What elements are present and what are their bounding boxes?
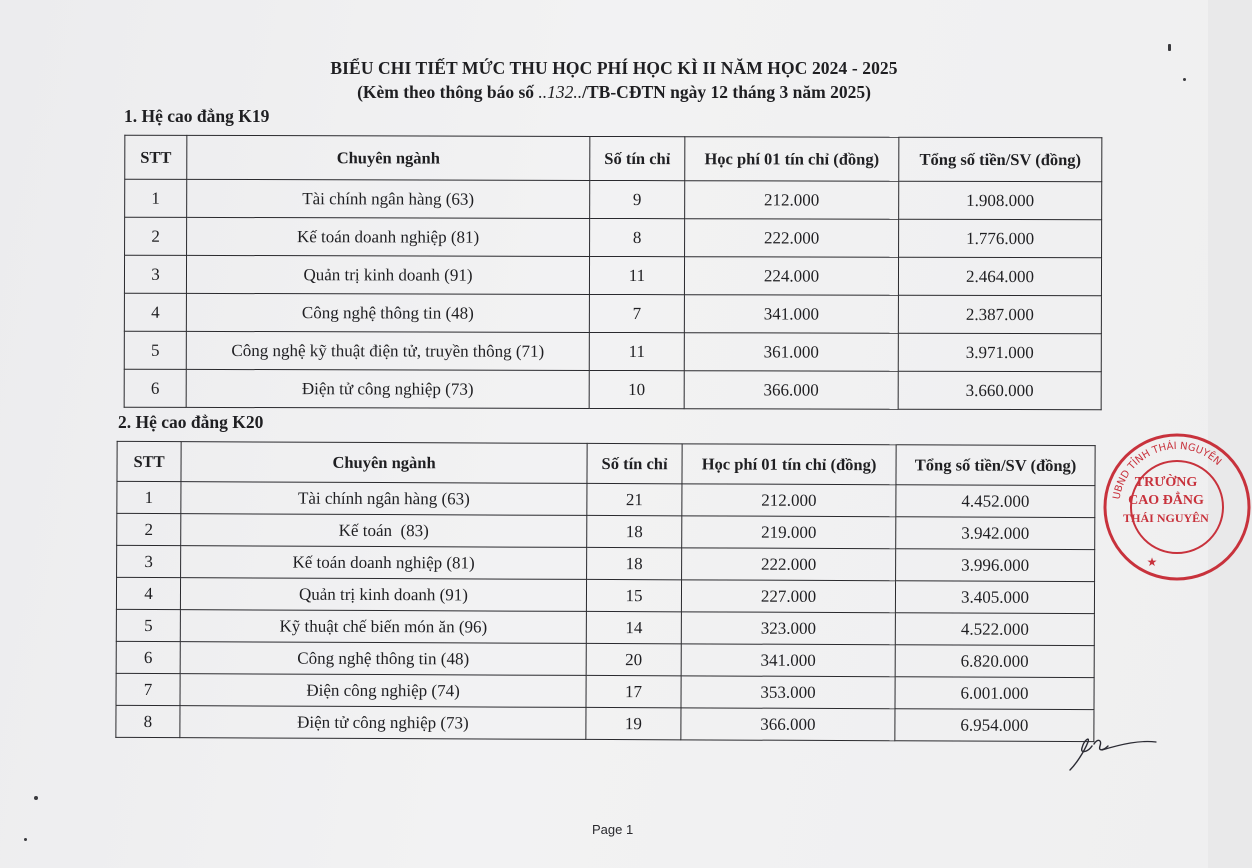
cell-fee: 341.000 (684, 295, 898, 334)
cell-fee: 366.000 (681, 708, 895, 741)
cell-major: Tài chính ngân hàng (63) (187, 179, 590, 218)
cell-stt: 2 (125, 217, 187, 255)
table-row (117, 513, 1095, 549)
cell-total: 6.001.000 (895, 677, 1094, 710)
cell-stt: 4 (116, 577, 180, 609)
seal-line-2: CAO ĐẲNG (1128, 493, 1204, 508)
cell-total: 3.405.000 (895, 581, 1094, 614)
cell-fee: 222.000 (685, 219, 899, 258)
cell-fee: 212.000 (685, 181, 899, 220)
cell-major: Công nghệ kỹ thuật điện tử, truyền thông (71) (186, 331, 589, 370)
cell-major: Quản trị kinh doanh (91) (180, 578, 586, 612)
cell-credits: 18 (587, 515, 682, 547)
cell-major: Điện tử công nghiệp (73) (180, 706, 586, 740)
cell-total: 4.452.000 (896, 485, 1095, 518)
cell-total: 3.971.000 (898, 333, 1101, 372)
cell-credits: 19 (586, 707, 681, 739)
cell-major: Công nghệ thông tin (48) (180, 642, 586, 676)
official-seal-stamp (1102, 432, 1252, 582)
cell-total: 6.820.000 (895, 645, 1094, 678)
table-row (116, 609, 1094, 645)
cell-stt: 6 (116, 641, 180, 673)
table-row (116, 673, 1094, 709)
cell-fee: 227.000 (681, 580, 895, 613)
seal-outer-text: UBND TỈNH THÁI NGUYÊN (1111, 440, 1224, 501)
cell-fee: 222.000 (682, 548, 896, 581)
cell-total: 3.942.000 (896, 517, 1095, 550)
cell-credits: 10 (589, 370, 684, 408)
seal-line-1: TRƯỜNG (1134, 475, 1198, 490)
cell-major: Quản trị kinh doanh (91) (186, 255, 589, 294)
cell-credits: 17 (586, 675, 681, 707)
cell-fee: 361.000 (684, 333, 898, 372)
table-row (116, 641, 1094, 677)
table-row (116, 705, 1094, 741)
table-header-row (125, 135, 1102, 182)
header-credits: Số tín chỉ (590, 136, 685, 180)
cell-total: 3.996.000 (896, 549, 1095, 582)
cell-major: Công nghệ thông tin (48) (186, 293, 589, 332)
scan-speck (1183, 78, 1186, 81)
cell-stt: 4 (124, 293, 186, 331)
cell-credits: 11 (589, 332, 684, 370)
cell-major: Kế toán doanh nghiệp (81) (181, 546, 587, 580)
cell-fee: 212.000 (682, 484, 896, 517)
table-row (116, 577, 1094, 613)
cell-fee: 366.000 (684, 371, 898, 410)
section1-heading: 1. Hệ cao đẳng K19 (124, 106, 270, 126)
cell-credits: 7 (589, 294, 684, 332)
cell-stt: 1 (125, 179, 187, 217)
cell-credits: 8 (590, 218, 685, 256)
document-subtitle (0, 82, 1228, 103)
cell-stt: 2 (117, 513, 181, 545)
cell-fee: 224.000 (684, 257, 898, 296)
handwritten-initials (1062, 724, 1162, 776)
cell-fee: 353.000 (681, 676, 895, 709)
cell-stt: 1 (117, 481, 181, 513)
fee-table-k19 (124, 135, 1103, 411)
cell-stt: 3 (117, 545, 181, 577)
cell-credits: 9 (590, 180, 685, 218)
table-row (124, 255, 1101, 296)
cell-stt: 3 (124, 255, 186, 293)
cell-major: Kế toán (83) (181, 514, 587, 548)
cell-stt: 6 (124, 369, 186, 407)
cell-major: Kế toán doanh nghiệp (81) (187, 217, 590, 256)
table-header-row (117, 441, 1095, 485)
table-row (124, 293, 1101, 334)
table-row (125, 217, 1102, 258)
table-row (125, 179, 1102, 220)
subtitle-prefix: (Kèm theo thông báo số (357, 82, 539, 102)
cell-total: 1.908.000 (899, 181, 1102, 220)
cell-stt: 7 (116, 673, 180, 705)
table-row (117, 481, 1095, 517)
section2-heading: 2. Hệ cao đẳng K20 (118, 412, 264, 432)
cell-total: 2.464.000 (898, 257, 1101, 296)
cell-fee: 323.000 (681, 612, 895, 645)
table-row (124, 369, 1101, 410)
header-total: Tổng số tiền/SV (đồng) (899, 137, 1102, 182)
header-major: Chuyên ngành (187, 135, 590, 180)
scan-speck (24, 838, 27, 841)
header-total: Tổng số tiền/SV (đồng) (896, 445, 1095, 486)
scan-speck (34, 796, 38, 800)
cell-stt: 5 (124, 331, 186, 369)
cell-credits: 15 (586, 579, 681, 611)
page-number: Page 1 (592, 822, 634, 837)
cell-major: Kỹ thuật chế biến món ăn (96) (180, 610, 586, 644)
fee-table-k20 (115, 441, 1095, 742)
table-row (117, 545, 1095, 581)
header-major: Chuyên ngành (181, 442, 587, 484)
cell-stt: 5 (116, 609, 180, 641)
notice-number: ..132.. (538, 82, 583, 102)
scan-speck (1168, 44, 1171, 51)
cell-stt: 8 (116, 705, 180, 737)
document-title: BIỂU CHI TIẾT MỨC THU HỌC PHÍ HỌC KÌ II NĂM HỌC 2024 - 2025 (330, 58, 898, 78)
header-stt: STT (125, 135, 187, 179)
cell-fee: 341.000 (681, 644, 895, 677)
header-stt: STT (117, 441, 181, 481)
cell-credits: 11 (589, 256, 684, 294)
cell-total: 6.954.000 (895, 709, 1094, 742)
cell-total: 1.776.000 (899, 219, 1102, 258)
header-credits: Số tín chỉ (587, 443, 682, 483)
cell-credits: 21 (587, 483, 682, 515)
cell-major: Điện công nghiệp (74) (180, 674, 586, 708)
cell-total: 2.387.000 (898, 295, 1101, 334)
seal-line-3: THÁI NGUYÊN (1123, 511, 1209, 525)
cell-fee: 219.000 (682, 516, 896, 549)
header-fee-per-credit: Học phí 01 tín chỉ (đồng) (685, 137, 899, 182)
seal-star-icon: ★ (1146, 555, 1158, 569)
cell-major: Tài chính ngân hàng (63) (181, 482, 587, 516)
cell-total: 4.522.000 (895, 613, 1094, 646)
cell-credits: 20 (586, 643, 681, 675)
cell-credits: 18 (587, 547, 682, 579)
table-row (124, 331, 1101, 372)
cell-major: Điện tử công nghiệp (73) (186, 369, 589, 408)
cell-total: 3.660.000 (898, 371, 1101, 410)
header-fee-per-credit: Học phí 01 tín chỉ (đồng) (682, 444, 896, 485)
subtitle-suffix: /TB-CĐTN ngày 12 tháng 3 năm 2025) (582, 82, 871, 102)
cell-credits: 14 (586, 611, 681, 643)
